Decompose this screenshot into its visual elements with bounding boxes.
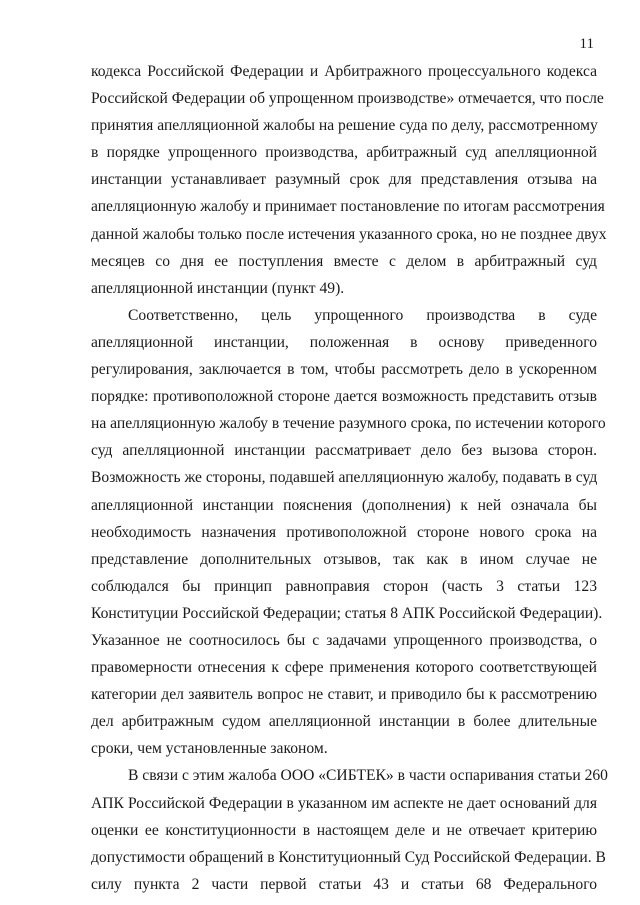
text-line: суд апелляционной инстанции рассматривает дело без вызова сторон. — [91, 442, 597, 460]
text-line: представление дополнительных отзывов, так как в ином случае не — [91, 550, 597, 568]
text-line: оценки ее конституционности в настоящем деле и не отвечает критерию — [91, 821, 597, 839]
text-line: необходимость назначения противоположной стороне нового срока на — [91, 523, 597, 541]
text-line: В связи с этим жалоба ООО «СИБТЕК» в части оспаривания статьи 260 — [128, 767, 608, 785]
text-line: на апелляционную жалобу в течение разумного срока, по истечении которого — [91, 415, 606, 433]
text-line: Конституции Российской Федерации; статья 8 АПК Российской Федерации). — [91, 604, 603, 622]
text-line: данной жалобы только после истечения указанного срока, но не позднее двух — [91, 225, 607, 243]
paragraph-conclusion — [91, 762, 608, 897]
document-body — [91, 58, 608, 898]
text-line: апелляционной инстанции, положенная в основу приведенного — [91, 333, 597, 351]
text-line: АПК Российской Федерации в указанном им аспекте не дает оснований для — [91, 794, 597, 812]
text-line: дел арбитражным судом апелляционной инстанции в более длительные — [91, 713, 597, 731]
text-line: в порядке упрощенного производства, арбитражный суд апелляционной — [91, 144, 597, 162]
text-line: апелляционной инстанции пояснения (дополнения) к ней означала бы — [91, 496, 597, 514]
text-line: апелляционной инстанции (пункт 49). — [91, 279, 345, 297]
text-line: инстанции устанавливает разумный срок для представления отзыва на — [91, 171, 597, 189]
text-line: силу пункта 2 части первой статьи 43 и статьи 68 Федерального — [91, 875, 597, 893]
text-line: сроки, чем установленные законом. — [91, 740, 328, 758]
text-line: Возможность же стороны, подавшей апелляционную жалобу, подавать в суд — [91, 469, 598, 487]
paragraph-continuation — [91, 58, 607, 302]
text-line: месяцев со дня ее поступления вместе с делом в арбитражный суд — [91, 252, 597, 270]
text-line: Российской Федерации об упрощенном производстве» отмечается, что после — [91, 90, 604, 108]
text-line: порядке: противоположной стороне дается возможность представить отзыв — [91, 388, 597, 406]
text-line: регулирования, заключается в том, чтобы рассмотреть дело в ускоренном — [91, 361, 597, 379]
text-line: апелляционную жалобу и принимает постановление по итогам рассмотрения — [91, 198, 605, 216]
text-line: допустимости обращений в Конституционный Суд Российской Федерации. В — [91, 848, 606, 866]
text-line: категории дел заявитель вопрос не ставит, и приводило бы к рассмотрению — [91, 686, 597, 704]
text-line: Указанное не соотносилось бы с задачами упрощенного производства, о — [91, 631, 597, 649]
text-line: Соответственно, цель упрощенного производства в суде — [128, 306, 597, 324]
text-line: кодекса Российской Федерации и Арбитражного процессуального кодекса — [91, 63, 597, 80]
page-number: 11 — [579, 36, 594, 52]
paragraph-simplified-procedure — [91, 302, 606, 763]
text-line: правомерности отнесения к сфере применения которого соответствующей — [91, 659, 597, 677]
text-line: соблюдался бы принцип равноправия сторон (часть 3 статьи 123 — [91, 577, 597, 595]
text-line: принятия апелляционной жалобы на решение суда по делу, рассмотренному — [91, 117, 598, 135]
